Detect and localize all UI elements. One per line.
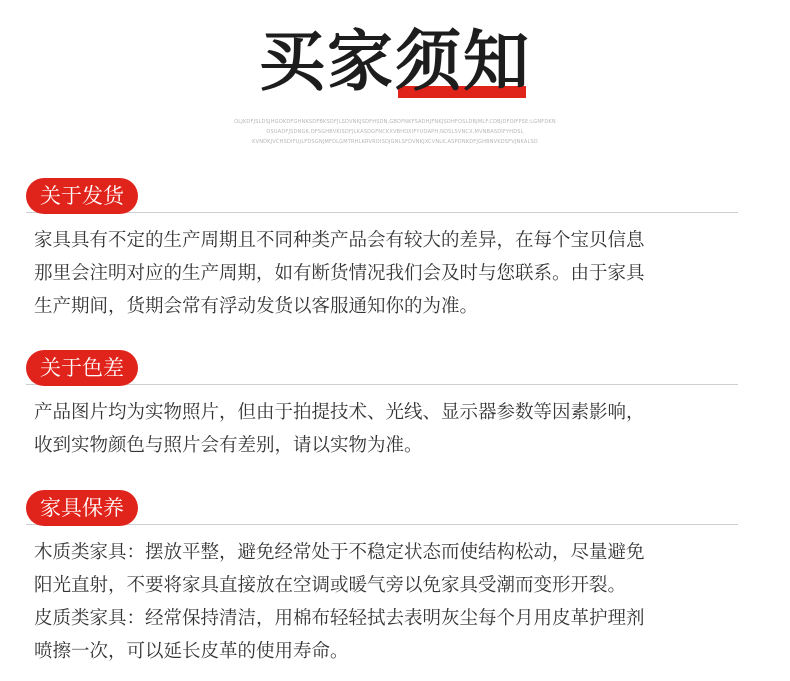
decorative-filler-text [180, 117, 610, 147]
section-divider [26, 384, 738, 385]
body-line: 皮质类家具：经常保持清洁，用棉布轻轻拭去表明灰尘每个月用皮革护理剂 [34, 608, 645, 629]
body-line: 阳光直射，不要将家具直接放在空调或暖气旁以免家具受潮而变形开裂。 [34, 575, 627, 596]
section-heading: 关于发货 [26, 178, 138, 214]
body-line: 木质类家具：摆放平整，避免经常处于不稳定状态而使结构松动，尽量避免 [34, 542, 645, 563]
body-line: 产品图片均为实物照片，但由于拍提技术、光线、显示器参数等因素影响， [34, 402, 645, 423]
body-line: 喷擦一次，可以延长皮革的使用寿命。 [34, 641, 349, 662]
section-heading: 家具保养 [26, 490, 138, 526]
section-shipping [26, 178, 740, 328]
page-title: 买家须知 [259, 23, 531, 100]
body-line: 收到实物颜色与照片会有差别，请以实物为准。 [34, 435, 423, 456]
section-color-difference [26, 350, 740, 470]
section-heading: 关于色差 [26, 350, 138, 386]
section-body [34, 396, 740, 462]
section-divider [26, 524, 738, 525]
section-furniture-care [26, 490, 740, 675]
page-header [0, 22, 790, 102]
section-divider [26, 212, 738, 213]
filler-line: OSUADFJSDNGK,DFSGHBVKISDFJLKASDGFNCKXVBHOXIFYUOAPH,NDSLSVNCX,MVNBASDIFYHDSL [266, 129, 524, 135]
filler-line: OLJKDFJSLDSJHGOKDFGHNKSDFBKSDFJLSDVNKJSDFHSDN,GBDFNKFSADHJFNKJSDHFOSLDBJMLF.CDBJDFOIFPSE;LGNFDKN [234, 119, 556, 125]
filler-line: KVNDKJVCHSDIFUJLFDSGNJMFDLGMTRHLKRVROISDJGNLSFDVNKJXCVNLK,ASPDNKDFJGHBNVKDSFVJNKALSD [252, 139, 538, 145]
body-line: 那里会注明对应的生产周期，如有断货情况我们会及时与您联系。由于家具 [34, 263, 645, 284]
section-body [34, 536, 740, 668]
body-line: 家具具有不定的生产周期且不同种类产品会有较大的差异，在每个宝贝信息 [34, 230, 645, 251]
body-line: 生产期间，货期会常有浮动发货以客服通知你的为准。 [34, 296, 479, 317]
section-body [34, 224, 740, 323]
